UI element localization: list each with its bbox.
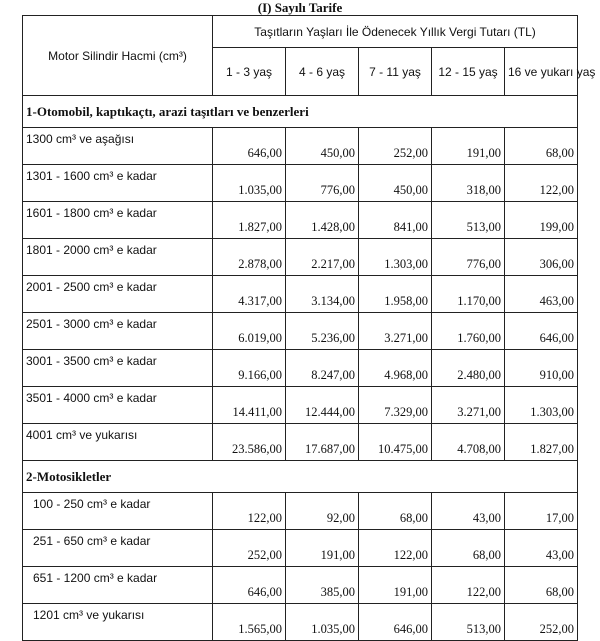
table-row xyxy=(23,350,578,387)
row-label: 100 - 250 cm³ e kadar xyxy=(23,493,213,530)
tax-value-cell: 513,00 xyxy=(432,604,505,641)
age-header-1: 1 - 3 yaş xyxy=(213,48,286,96)
row-label: 1300 cm³ ve aşağısı xyxy=(23,128,213,165)
row-label: 3001 - 3500 cm³ e kadar xyxy=(23,350,213,387)
age-header-4: 12 - 15 yaş xyxy=(432,48,505,96)
tax-value-cell: 191,00 xyxy=(432,128,505,165)
tax-value-cell: 463,00 xyxy=(505,276,578,313)
tax-value-cell: 776,00 xyxy=(286,165,359,202)
row-label: 651 - 1200 cm³ e kadar xyxy=(23,567,213,604)
table-row xyxy=(23,276,578,313)
tax-value-cell: 1.303,00 xyxy=(505,387,578,424)
tax-value-cell: 3.134,00 xyxy=(286,276,359,313)
tax-tariff-table xyxy=(22,15,596,641)
tax-value-cell: 122,00 xyxy=(432,567,505,604)
row-label: 1801 - 2000 cm³ e kadar xyxy=(23,239,213,276)
tax-value-cell: 2.480,00 xyxy=(432,350,505,387)
tax-value-cell: 12.444,00 xyxy=(286,387,359,424)
tax-value-cell: 4.708,00 xyxy=(432,424,505,461)
tax-value-cell: 646,00 xyxy=(505,313,578,350)
row-label: 2001 - 2500 cm³ e kadar xyxy=(23,276,213,313)
tax-value-cell: 1.303,00 xyxy=(359,239,432,276)
tax-value-cell: 841,00 xyxy=(359,202,432,239)
tax-value-cell: 1.170,00 xyxy=(432,276,505,313)
tax-value-cell: 646,00 xyxy=(213,128,286,165)
section-header-row xyxy=(23,96,578,128)
tax-value-cell: 776,00 xyxy=(432,239,505,276)
tax-value-cell: 5.236,00 xyxy=(286,313,359,350)
tax-value-cell: 122,00 xyxy=(213,493,286,530)
tax-amount-group-header: Taşıtların Yaşları İle Ödenecek Yıllık Vergi Tutarı (TL) xyxy=(213,16,578,48)
tax-value-cell: 199,00 xyxy=(505,202,578,239)
tax-value-cell: 318,00 xyxy=(432,165,505,202)
table-row xyxy=(23,239,578,276)
tax-value-cell: 191,00 xyxy=(359,567,432,604)
age-header-5: 16 ve yukarı yaş xyxy=(505,48,578,96)
row-label: 1301 - 1600 cm³ e kadar xyxy=(23,165,213,202)
tax-value-cell: 17.687,00 xyxy=(286,424,359,461)
tax-value-cell: 23.586,00 xyxy=(213,424,286,461)
row-label: 3501 - 4000 cm³ e kadar xyxy=(23,387,213,424)
tax-value-cell: 4.968,00 xyxy=(359,350,432,387)
tax-value-cell: 122,00 xyxy=(359,530,432,567)
tax-value-cell: 3.271,00 xyxy=(432,387,505,424)
tax-value-cell: 1.565,00 xyxy=(213,604,286,641)
tax-value-cell: 306,00 xyxy=(505,239,578,276)
tax-value-cell: 17,00 xyxy=(505,493,578,530)
tax-value-cell: 646,00 xyxy=(213,567,286,604)
tax-value-cell: 68,00 xyxy=(505,567,578,604)
table-row xyxy=(23,493,578,530)
tax-value-cell: 10.475,00 xyxy=(359,424,432,461)
row-label: 1601 - 1800 cm³ e kadar xyxy=(23,202,213,239)
tax-value-cell: 1.035,00 xyxy=(286,604,359,641)
tax-value-cell: 122,00 xyxy=(505,165,578,202)
tax-value-cell: 252,00 xyxy=(359,128,432,165)
table-row xyxy=(23,567,578,604)
tax-value-cell: 43,00 xyxy=(505,530,578,567)
tax-value-cell: 3.271,00 xyxy=(359,313,432,350)
table-row xyxy=(23,313,578,350)
tax-value-cell: 1.428,00 xyxy=(286,202,359,239)
tax-value-cell: 1.760,00 xyxy=(432,313,505,350)
row-label: 4001 cm³ ve yukarısı xyxy=(23,424,213,461)
tax-value-cell: 9.166,00 xyxy=(213,350,286,387)
tax-value-cell: 1.958,00 xyxy=(359,276,432,313)
tax-value-cell: 4.317,00 xyxy=(213,276,286,313)
section-header-row xyxy=(23,461,578,493)
engine-volume-header: Motor Silindir Hacmi (cm³) xyxy=(23,16,213,96)
tax-value-cell: 6.019,00 xyxy=(213,313,286,350)
age-header-3: 7 - 11 yaş xyxy=(359,48,432,96)
tax-value-cell: 92,00 xyxy=(286,493,359,530)
tax-value-cell: 191,00 xyxy=(286,530,359,567)
tax-value-cell: 68,00 xyxy=(359,493,432,530)
tax-value-cell: 646,00 xyxy=(359,604,432,641)
table-row xyxy=(23,165,578,202)
row-label: 251 - 650 cm³ e kadar xyxy=(23,530,213,567)
tax-value-cell: 252,00 xyxy=(213,530,286,567)
table-row xyxy=(23,387,578,424)
tax-value-cell: 450,00 xyxy=(359,165,432,202)
section-title: 1-Otomobil, kaptıkaçtı, arazi taşıtları ve benzerleri xyxy=(23,96,578,128)
tax-value-cell: 7.329,00 xyxy=(359,387,432,424)
document-title: (I) Sayılı Tarife xyxy=(257,0,343,15)
tax-value-cell: 68,00 xyxy=(432,530,505,567)
tax-value-cell: 8.247,00 xyxy=(286,350,359,387)
table-row xyxy=(23,530,578,567)
tax-value-cell: 2.217,00 xyxy=(286,239,359,276)
tax-value-cell: 1.827,00 xyxy=(213,202,286,239)
age-header-2: 4 - 6 yaş xyxy=(286,48,359,96)
tax-value-cell: 2.878,00 xyxy=(213,239,286,276)
section-title: 2-Motosikletler xyxy=(23,461,578,493)
tax-value-cell: 68,00 xyxy=(505,128,578,165)
table-row xyxy=(23,202,578,239)
tax-value-cell: 14.411,00 xyxy=(213,387,286,424)
tax-value-cell: 1.827,00 xyxy=(505,424,578,461)
tax-value-cell: 385,00 xyxy=(286,567,359,604)
row-label: 1201 cm³ ve yukarısı xyxy=(23,604,213,641)
table-row xyxy=(23,128,578,165)
tax-value-cell: 450,00 xyxy=(286,128,359,165)
row-label: 2501 - 3000 cm³ e kadar xyxy=(23,313,213,350)
tax-value-cell: 43,00 xyxy=(432,493,505,530)
tax-value-cell: 910,00 xyxy=(505,350,578,387)
table-row xyxy=(23,424,578,461)
table-row xyxy=(23,604,578,641)
tax-value-cell: 513,00 xyxy=(432,202,505,239)
tax-value-cell: 1.035,00 xyxy=(213,165,286,202)
tax-value-cell: 252,00 xyxy=(505,604,578,641)
